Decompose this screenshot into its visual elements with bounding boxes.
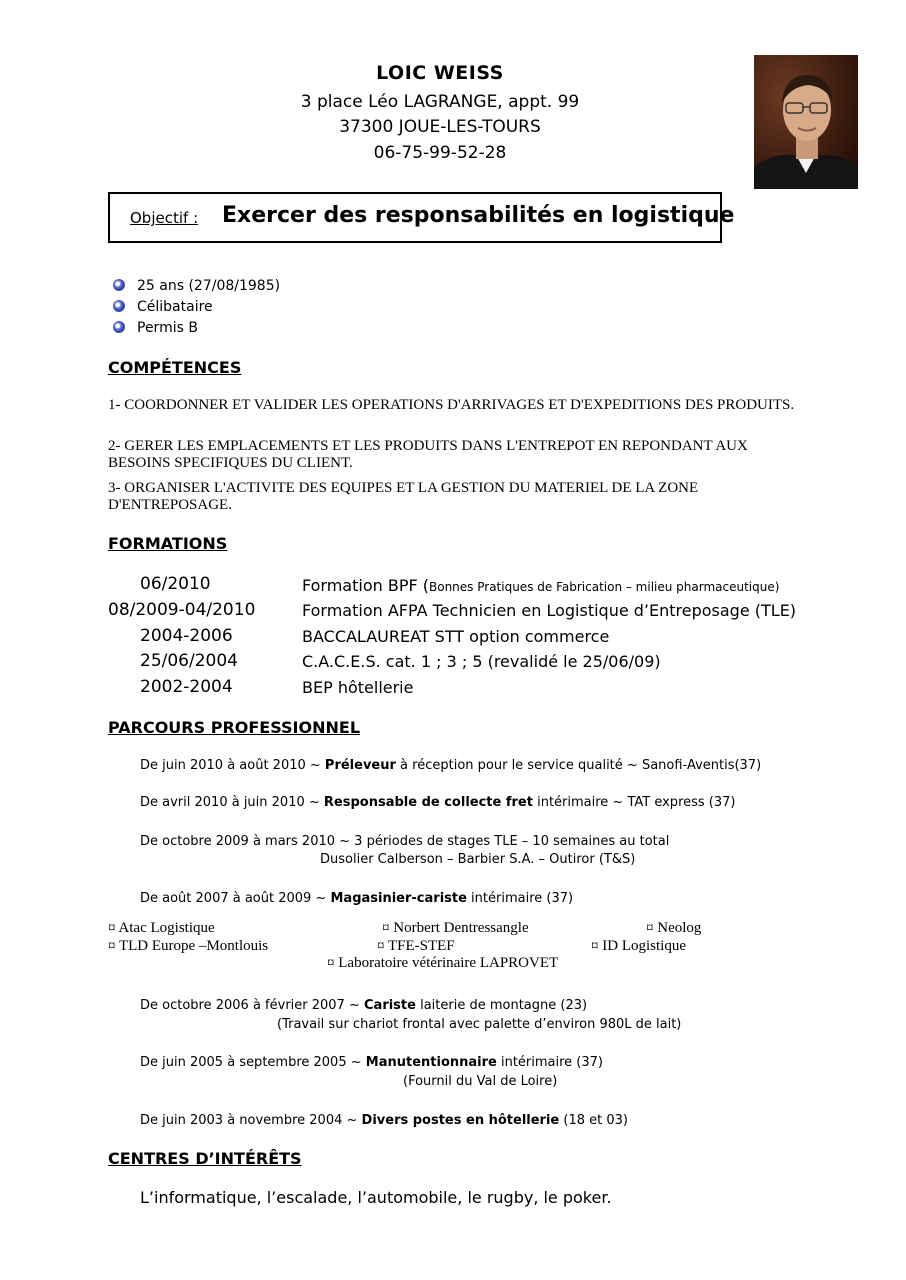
formation-date: 2002-2004	[140, 677, 233, 697]
job-detail: (Fournil du Val de Loire)	[403, 1074, 558, 1089]
phone-number: 06-75-99-52-28	[373, 143, 507, 163]
section-title-competences: COMPÉTENCES	[108, 358, 242, 377]
employer-item: ¤ TFE-STEF	[377, 938, 455, 954]
objective-box	[108, 192, 735, 243]
formation-date: 25/06/2004	[140, 651, 238, 671]
employer-item: ¤ ID Logistique	[591, 938, 686, 954]
employer-item: ¤ Neolog	[646, 920, 702, 936]
section-title-parcours: PARCOURS PROFESSIONNEL	[108, 718, 361, 737]
candidate-name: LOIC WEISS	[376, 62, 504, 84]
formation-text: C.A.C.E.S. cat. 1 ; 3 ; 5 (revalidé le 25/06/09)	[302, 652, 661, 671]
bullet-icon	[113, 300, 125, 312]
job-entry: De octobre 2009 à mars 2010 ~ 3 périodes de stages TLE – 10 semaines au total	[140, 834, 670, 849]
job-detail: Dusolier Calberson – Barbier S.A. – Outiror (T&S)	[320, 852, 636, 867]
competence-item: 2- GERER LES EMPLACEMENTS ET LES PRODUITS DANS L'ENTREPOT EN REPONDANT AUX BESOINS SPECIFIQUES DU CLIENT.	[108, 438, 748, 471]
section-title-formations: FORMATIONS	[108, 534, 228, 553]
competence-item: 1- COORDONNER ET VALIDER LES OPERATIONS D'ARRIVAGES ET D'EXPEDITIONS DES PRODUITS.	[108, 397, 795, 413]
employer-item: ¤ Atac Logistique	[108, 920, 215, 936]
personal-item-status: Célibataire	[113, 299, 213, 315]
competence-item: 3- ORGANISER L'ACTIVITE DES EQUIPES ET LA GESTION DU MATERIEL DE LA ZONE D'ENTREPOSAGE.	[108, 480, 699, 513]
job-detail: (Travail sur chariot frontal avec palette d’environ 980L de lait)	[277, 1017, 682, 1032]
formation-text: Formation AFPA Technicien en Logistique d’Entreposage (TLE)	[302, 601, 797, 620]
formation-date: 06/2010	[140, 574, 211, 594]
employer-item: ¤ Norbert Dentressangle	[382, 920, 529, 936]
job-entry: De juin 2010 à août 2010 ~ Préleveur à réception pour le service qualité ~ Sanofi-Aventis(37)	[140, 758, 762, 773]
profile-photo	[754, 55, 858, 189]
objective-text: Exercer des responsabilités en logistique	[222, 203, 735, 228]
job-entry: De juin 2003 à novembre 2004 ~ Divers postes en hôtellerie (18 et 03)	[140, 1113, 628, 1128]
job-entry: De août 2007 à août 2009 ~ Magasinier-cariste intérimaire (37)	[140, 891, 574, 906]
personal-item-age: 25 ans (27/08/1985)	[113, 278, 280, 294]
section-title-interets: CENTRES D’INTÉRÊTS	[108, 1149, 302, 1168]
job-entry: De octobre 2006 à février 2007 ~ Cariste laiterie de montagne (23)	[140, 998, 588, 1013]
interests-text: L’informatique, l’escalade, l’automobile, le rugby, le poker.	[140, 1188, 612, 1207]
employer-item: ¤ TLD Europe –Montlouis	[108, 938, 269, 954]
formation-text: BACCALAUREAT STT option commerce	[302, 627, 610, 646]
formation-text: BEP hôtellerie	[302, 678, 414, 697]
formation-date: 08/2009-04/2010	[108, 600, 256, 620]
formation-date: 2004-2006	[140, 626, 233, 646]
bullet-icon	[113, 279, 125, 291]
bullet-icon	[113, 321, 125, 333]
formation-text: Formation BPF (Bonnes Pratiques de Fabrication – milieu pharmaceutique)	[302, 576, 780, 595]
job-entry: De avril 2010 à juin 2010 ~ Responsable de collecte fret intérimaire ~ TAT express (37)	[140, 795, 736, 810]
personal-item-license: Permis B	[113, 320, 198, 336]
job-entry: De juin 2005 à septembre 2005 ~ Manutentionnaire intérimaire (37)	[140, 1055, 603, 1070]
address-line-2: 37300 JOUE-LES-TOURS	[339, 117, 541, 137]
address-line-1: 3 place Léo LAGRANGE, appt. 99	[300, 92, 580, 112]
objective-label: Objectif :	[130, 209, 199, 227]
employer-item: ¤ Laboratoire vétérinaire LAPROVET	[327, 955, 559, 971]
